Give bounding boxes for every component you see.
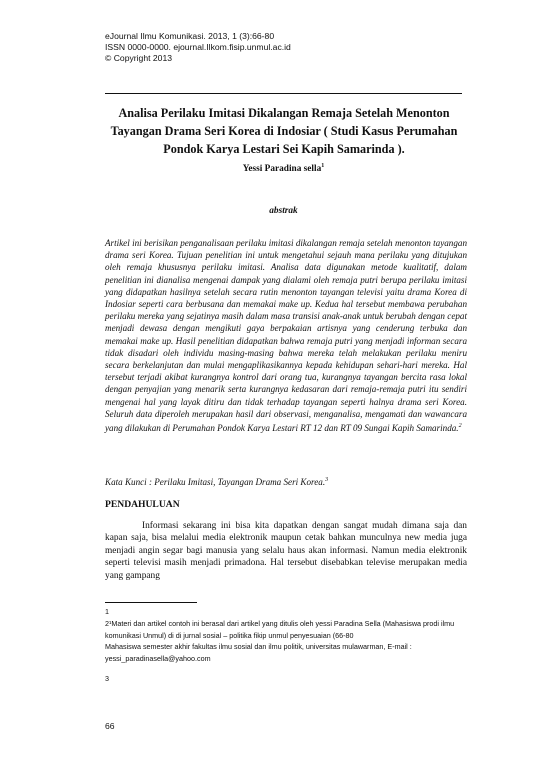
- keywords-line: [105, 477, 465, 487]
- journal-citation: eJournal Ilmu Komunikasi. 2013, 1 (3):66-80: [105, 31, 275, 41]
- footnote-1: 1: [105, 607, 109, 616]
- footnote-rule: [105, 602, 197, 603]
- footnotes: [105, 606, 465, 684]
- page-number: 66: [105, 721, 115, 731]
- author-footnote-mark: 1: [321, 163, 325, 169]
- paper-title: Analisa Perilaku Imitasi Dikalangan Remaja Setelah Menonton Tayangan Drama Seri Korea di Indosiar ( Studi Kasus Perumahan Pondok Karya Lestari Sei Kapih Samarinda ).: [110, 106, 458, 156]
- abstract-heading: abstrak: [269, 206, 298, 216]
- keywords-text: Kata Kunci : Perilaku Imitasi, Tayangan Drama Seri Korea.: [105, 477, 326, 488]
- journal-header: [105, 31, 291, 64]
- header-rule: [105, 93, 462, 94]
- intro-paragraph: Informasi sekarang ini bisa kita dapatkan dengan sangat mudah dimana saja dan kapan saja, bisa melalui media elektronik maupun cetak bahkan munculnya new media juga menjadi angin segar bagi manusia yang selalu haus akan informasi. Namun media elektronik seperti televisi masih menjadi primadona. Hal tersebut disebabkan televise merupakan media yang gampang: [105, 521, 467, 581]
- abstract-text: [105, 237, 467, 434]
- footnote-3: 3: [105, 674, 109, 684]
- footnote-2: 2¹Materi dan artikel contoh ini berasal dari artikel yang ditulis oleh yessi Paradina Sella (Mahasiswa prodi ilmu komunikasi Unmul) di di jurnal sosial – politika fikip unmul penyesuaian (66-80: [105, 619, 455, 640]
- abstract-footnote-mark: 2: [458, 423, 462, 430]
- keywords-footnote-mark: 3: [325, 477, 329, 483]
- abstract-body: Artikel ini berisikan penganalisaan perilaku imitasi dikalangan remaja setelah menonton tayangan drama seri Korea. Tujuan penelitian ini untuk mengetahui sejauh mana perilaku yang ditujukan oleh remaja khususnya perilaku imitasi. Analisa data digunakan metode kualitatif, dalam penelitian ini dianalisa mengenai dampak yang dialami oleh remaja putri berupa perilaku imitasi yang didapatkan hasilnya setelah secara rutin menonton tayangan televisi yaitu drama Korea di Indosiar seperti cara berbusana dan memakai make up. Kedua hal tersebut membawa perubahan perilaku mereka yang sejatinya masih dalam masa transisi anak-anak untuk berubah dengan cepat menjadi dewasa dengan mengikuti gaya berpakaian artisnya yang cenderung terbuka dan memakai make up. Hasil penelitian didapatkan bahwa remaja putri yang menjadi informan secara tidak disadari oleh individu masing-masing bahwa mereka telah melakukan perilaku meniru secara berkelanjutan dan mulai mengaplikasikannya kepada kehidupan sehari-hari mereka. Hal tersebut terjadi akibat kurangnya kontrol dari orang tua, kurangnya tayangan bercita rasa lokal dengan penyajian yang menarik serta kurangnya kedasaran dari remaja-remaja putri itu sendiri mengenai hal yang layak ditiru dan tidak terhadap tayangan seperti halnya drama seri Korea. Seluruh data diperoleh merupakan hasil dari observasi, menganalisa, mengamati dan wawancara yang dilakukan di Perumahan Pondok Karya Lestari RT 12 dan RT 09 Sungai Kapih Samarinda.: [105, 238, 467, 434]
- section-heading: PENDAHULUAN: [105, 499, 180, 510]
- author-line: [105, 163, 462, 174]
- author-name: Yessi Paradina sella: [242, 164, 322, 175]
- journal-copyright: © Copyright 2013: [105, 53, 173, 63]
- footnote-2-continued: Mahasiswa semester akhir fakultas ilmu sosial dan ilmu politik, universitas mulawarman, E-mail : yessi_paradinasella@yahoo.com: [105, 642, 412, 663]
- journal-issn: ISSN 0000-0000. ejournal.Ilkom.fisip.unmul.ac.id: [105, 42, 291, 52]
